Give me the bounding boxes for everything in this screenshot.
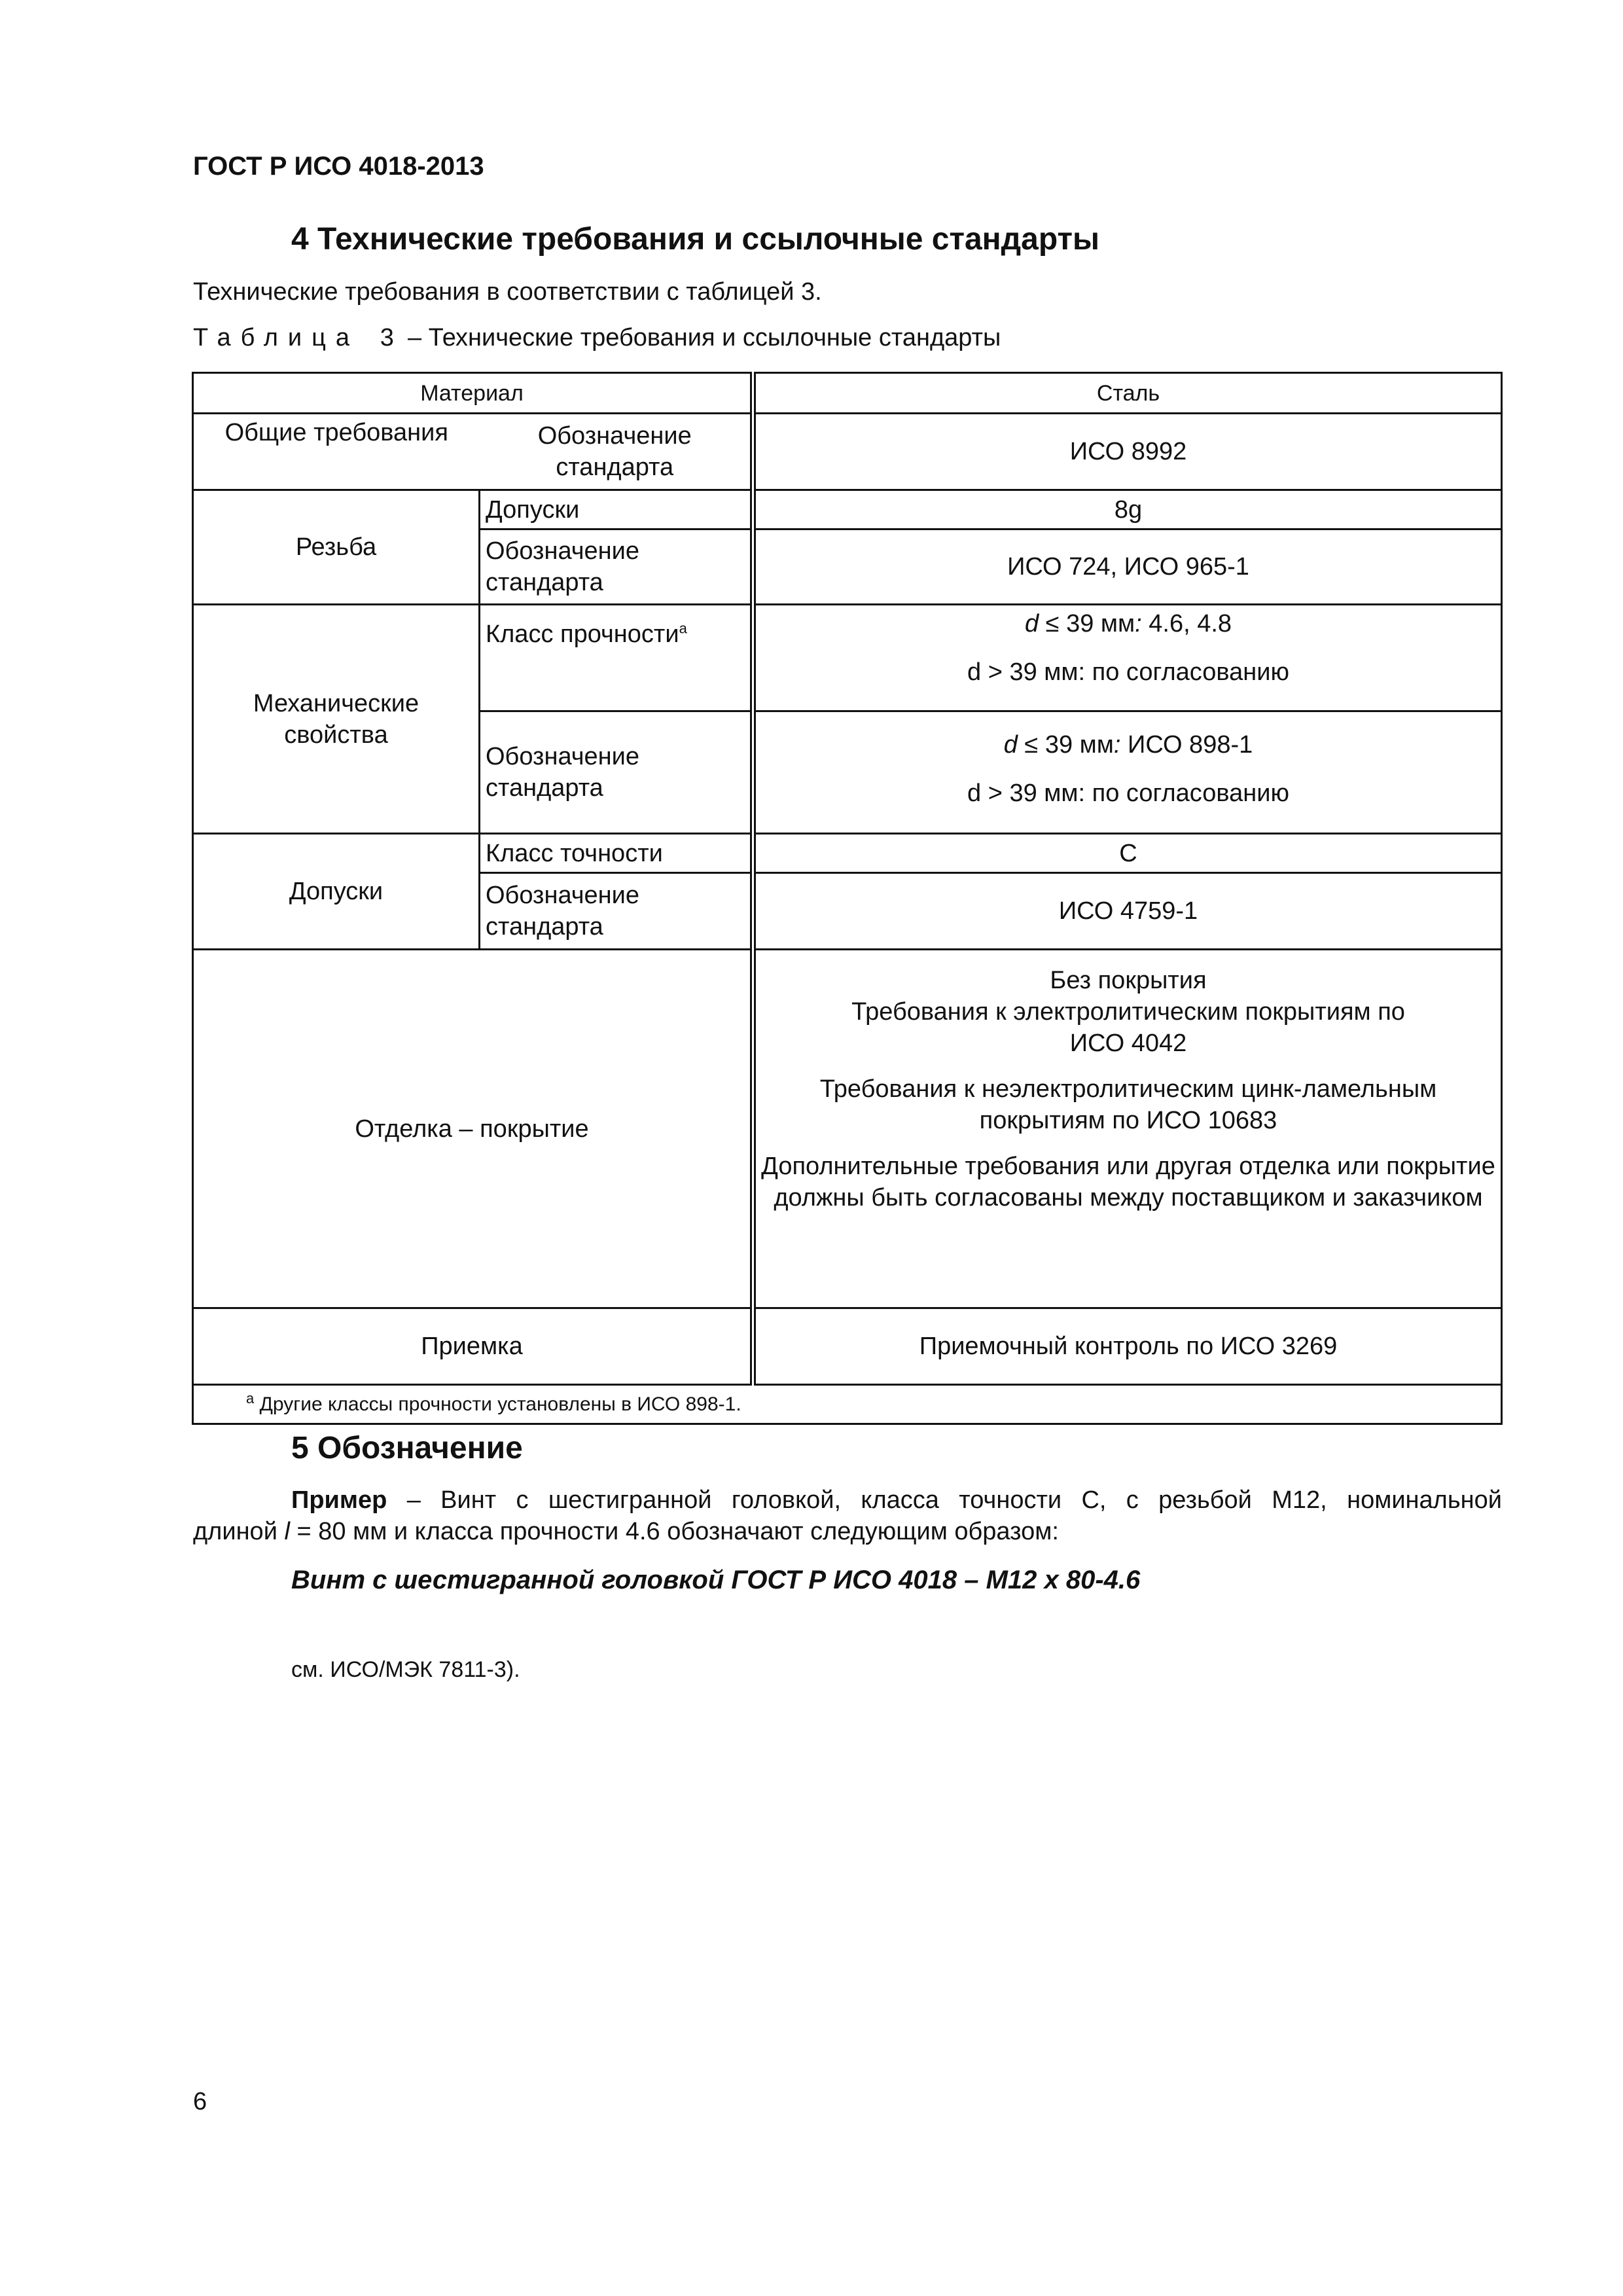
section-5-title: 5 Обозначение <box>291 1431 523 1465</box>
row-footnote <box>193 1385 1502 1424</box>
table-caption-title: – Технические требования и ссылочные стандарты <box>407 324 1001 351</box>
row-general <box>193 414 1502 490</box>
note-reference: см. ИСО/МЭК 7811-3). <box>291 1657 520 1682</box>
mech-class-label-text: Класс прочности <box>486 620 679 648</box>
tol-class-value: C <box>753 834 1502 873</box>
general-value: ИСО 8992 <box>753 414 1502 490</box>
table-footnote <box>193 1385 1502 1424</box>
header-material: Материал <box>193 373 753 414</box>
mech-std-values: ИСО 898-1 <box>1120 731 1253 759</box>
mech-std-colon: : <box>1113 731 1121 759</box>
tol-std-value: ИСО 4759-1 <box>753 873 1502 950</box>
row-tol-class <box>193 834 1502 873</box>
example-line-2 <box>193 1516 1502 1547</box>
mech-class-values: 4.6, 4.8 <box>1141 610 1232 637</box>
example-line-1 <box>193 1484 1502 1516</box>
tol-class-label: Класс точности <box>480 834 753 873</box>
finish-value <box>753 950 1502 1308</box>
row-acceptance <box>193 1308 1502 1385</box>
document-code: ГОСТ Р ИСО 4018-2013 <box>193 152 484 181</box>
table-header-row <box>193 373 1502 414</box>
mech-label: Механические свойства <box>193 605 480 834</box>
thread-tolerance-value: 8g <box>753 490 1502 529</box>
finish-p1-line-2: Требования к электролитическим покрытиям по <box>851 998 1405 1026</box>
example-length-symbol: l <box>284 1518 290 1545</box>
example-label: Пример <box>291 1486 387 1514</box>
mech-std-line-1 <box>761 729 1495 761</box>
row-finish <box>193 950 1502 1308</box>
row-thread-tolerance <box>193 490 1502 529</box>
mech-class-value <box>753 605 1502 711</box>
tolerances-label: Допуски <box>193 834 480 950</box>
general-sub: Обозначение стандарта <box>480 414 753 490</box>
finish-label: Отделка – покрытие <box>193 950 753 1308</box>
section-4-intro: Технические требования в соответствии с таблицей 3. <box>193 278 822 306</box>
finish-paragraph-1 <box>761 965 1495 1059</box>
page-number: 6 <box>193 2088 207 2115</box>
mech-std-cond: ≤ 39 мм <box>1017 731 1114 759</box>
header-steel: Сталь <box>753 373 1502 414</box>
designation-example <box>193 1484 1502 1547</box>
mech-std-d: d <box>1003 731 1018 759</box>
mech-class-line-2: d > 39 мм: по согласованию <box>967 658 1289 686</box>
finish-paragraph-3: Дополнительные требования или другая отделка или покрытие должны быть согласованы между поставщиком и заказчиком <box>761 1153 1495 1211</box>
table-caption-word: Таблица <box>193 324 359 351</box>
example-text-2a: длиной <box>193 1518 285 1545</box>
section-4-title: 4 Технические требования и ссылочные стандарты <box>291 222 1100 257</box>
mech-class-footnote-mark: a <box>679 620 687 637</box>
mech-std-value <box>753 711 1502 834</box>
acceptance-label: Приемка <box>193 1308 753 1385</box>
example-text-2b: = 80 мм и класса прочности 4.6 обозначают следующим образом: <box>289 1518 1059 1545</box>
thread-std-value: ИСО 724, ИСО 965-1 <box>753 529 1502 605</box>
mech-class-label <box>480 605 753 711</box>
finish-paragraph-2: Требования к неэлектролитическим цинк-ламельным покрытиям по ИСО 10683 <box>819 1075 1437 1134</box>
table-caption <box>193 324 1001 352</box>
mech-std-line-2: d > 39 мм: по согласованию <box>967 780 1289 807</box>
mech-class-line-1 <box>761 608 1495 639</box>
footnote-text: Другие классы прочности установлены в ИСО 898-1. <box>254 1393 741 1415</box>
finish-p1-line-3: ИСО 4042 <box>1069 1030 1187 1057</box>
row-mech-class <box>193 605 1502 711</box>
acceptance-value: Приемочный контроль по ИСО 3269 <box>753 1308 1502 1385</box>
mech-std-label: Обозначение стандарта <box>480 711 753 834</box>
general-label: Общие требования <box>193 414 480 490</box>
mech-class-cond: ≤ 39 мм <box>1039 610 1135 637</box>
thread-std-label: Обозначение стандарта <box>480 529 753 605</box>
table-caption-number: 3 <box>380 324 394 351</box>
mech-class-d: d <box>1024 610 1039 637</box>
mech-class-colon: : <box>1135 610 1142 637</box>
footnote-mark: a <box>246 1390 255 1407</box>
example-text-1: – Винт с шестигранной головкой, класса точности C, с резьбой M12, номинальной <box>387 1486 1502 1514</box>
technical-requirements-table <box>192 372 1503 1425</box>
designation-string: Винт с шестигранной головкой ГОСТ Р ИСО 4018 – M12 x 80-4.6 <box>291 1566 1141 1594</box>
thread-tolerance-label: Допуски <box>480 490 753 529</box>
finish-p1-line-1: Без покрытия <box>1050 967 1207 994</box>
thread-label: Резьба <box>193 490 480 605</box>
tol-std-label: Обозначение стандарта <box>480 873 753 950</box>
